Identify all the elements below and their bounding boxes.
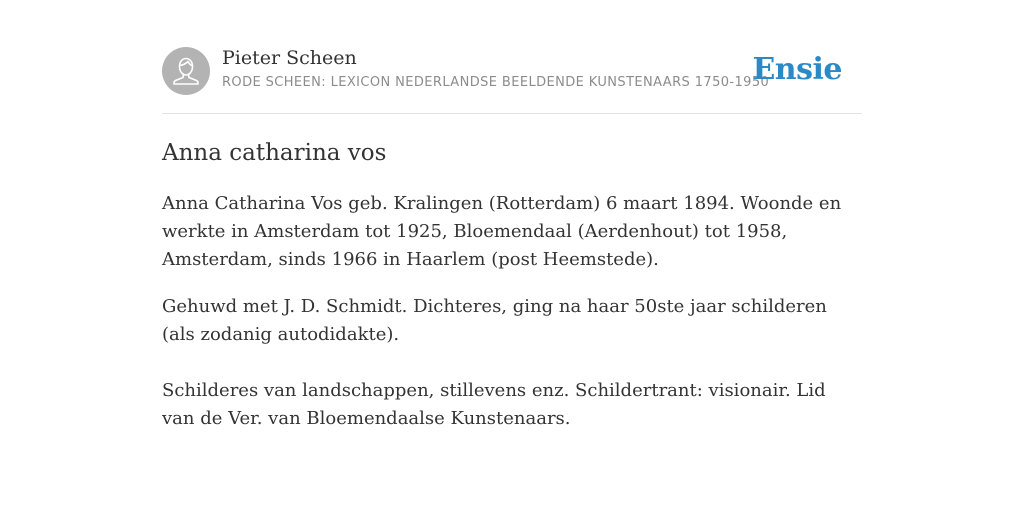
article-paragraph-2: Gehuwd met J. D. Schmidt. Dichteres, ging na haar 50ste jaar schilderen (als zodanig autodidakte).	[162, 296, 827, 345]
user-silhouette-icon	[162, 47, 210, 95]
article-title: Anna catharina vos	[162, 140, 387, 166]
author-avatar[interactable]	[162, 47, 210, 95]
source-title[interactable]: RODE SCHEEN: LEXICON NEDERLANDSE BEELDENDE KUNSTENAARS 1750-1950	[222, 75, 770, 90]
article-paragraph-1: Anna Catharina Vos geb. Kralingen (Rotterdam) 6 maart 1894. Woonde en werkte in Amsterdam tot 1925, Bloemendaal (Aerdenhout) tot 1958, Amsterdam, sinds 1966 in Haarlem (post Heemstede).	[162, 193, 842, 270]
article-header	[162, 46, 862, 114]
author-name[interactable]: Pieter Scheen	[222, 47, 357, 69]
page-container	[162, 46, 862, 433]
article-paragraph-3: Schilderes van landschappen, stillevens enz. Schildertrant: visionair. Lid van de Ver. van Bloemendaalse Kunstenaars.	[162, 380, 826, 429]
ensie-logo[interactable]: Ensie	[752, 52, 842, 87]
